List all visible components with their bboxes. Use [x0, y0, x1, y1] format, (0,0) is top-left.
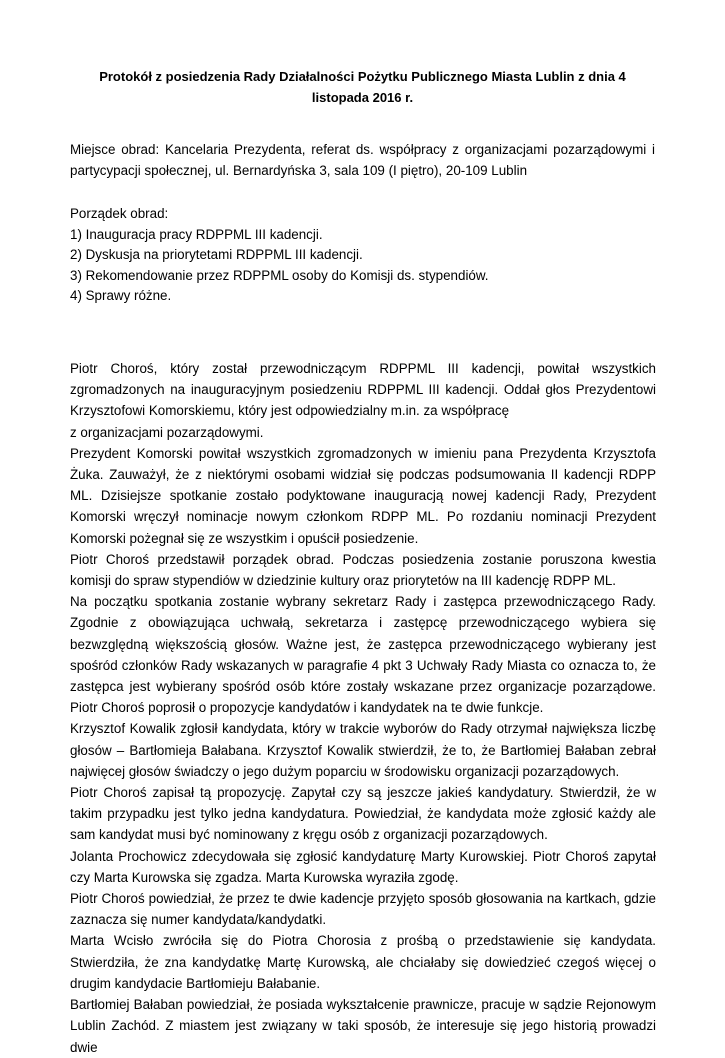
paragraph: z organizacjami pozarządowymi.	[70, 424, 264, 440]
paragraph: Prezydent Komorski powitał wszystkich zgromadzonych w imieniu pana Prezydenta Krzysztofa Żuka. Zauważył, że z niektórymi osobami widział się podczas podsumowania II kadencji RDPP ML. Dzisiejsze spotkanie zostało podyktowane inauguracją nowej kadencji Rady, Prezydent Komorski wręczył nominacje nowym członkom RDPP ML. Po rozdaniu nominacji Prezydent Komorski pożegnał się ze wszystkim i opuścił posiedzenie.	[70, 445, 656, 546]
agenda-heading: Porządek obrad:	[70, 206, 169, 221]
paragraph: Krzysztof Kowalik zgłosił kandydata, który w trakcie wyborów do Rady otrzymał największa liczbę głosów – Bartłomieja Bałabana. Krzysztof Kowalik stwierdził, że to, że Bartłomiej Bałaban zebrał najwięcej głosów świadczy o jego dużym poparciu w środowisku organizacji pozarządowych.	[70, 721, 656, 779]
paragraph: Marta Wcisło zwróciła się do Piotra Chorosia z prośbą o przedstawienie się kandydata. Stwierdziła, że zna kandydatkę Martę Kurowską, ale chciałaby się dowiedzieć czegoś więcej o drugim kandydacie Bartłomieju Bałabanie.	[70, 933, 656, 991]
paragraph: Piotr Choroś, który został przewodniczącym RDPPML III kadencji, powitał wszystkich zgromadzonych na inauguracyjnym posiedzeniu RDPPML III kadencji. Oddał głos Prezydentowi Krzysztofowi Komorskiemu, który jest odpowiedzialny m.in. za współpracę	[70, 361, 656, 419]
agenda-item: 1) Inauguracja pracy RDPPML III kadencji.	[70, 226, 323, 242]
paragraph: Jolanta Prochowicz zdecydowała się zgłosić kandydaturę Marty Kurowskiej. Piotr Choroś zapytał czy Marta Kurowska się zgadza. Marta Kurowska wyraziła zgodę.	[70, 848, 656, 885]
paragraph: Piotr Choroś przedstawił porządek obrad. Podczas posiedzenia zostanie poruszona kwestia komisji do spraw stypendiów w dziedzinie kultury oraz priorytetów na III kadencję RDPP ML.	[70, 551, 656, 589]
paragraph: Bartłomiej Bałaban powiedział, że posiada wykształcenie prawnicze, pracuje w sądzie Rejonowym Lublin Zachód. Z miastem jest związany w taki sposób, że interesuje się jego historią prowadzi dwie	[70, 997, 656, 1055]
minutes-body	[70, 358, 656, 1058]
document-title: Protokół z posiedzenia Rady Działalności Pożytku Publicznego Miasta Lublin z dnia 4 listopada 2016 r.	[99, 69, 626, 105]
meeting-place: Miejsce obrad: Kancelaria Prezydenta, referat ds. współpracy z organizacjami pozarządowymi i partycypacji społecznej, ul. Bernardyńska 3, sala 109 (I piętro), 20-109 Lublin	[70, 142, 655, 178]
agenda-item: 4) Sprawy różne.	[70, 288, 172, 304]
agenda	[70, 204, 655, 307]
paragraph: Piotr Choroś powiedział, że przez te dwie kadencje przyjęto sposób głosowania na kartkach, gdzie zaznacza się numer kandydata/kandydatki.	[70, 891, 656, 928]
paragraph: Na początku spotkania zostanie wybrany sekretarz Rady i zastępca przewodniczącego Rady. Zgodnie z obowiązująca uchwałą, sekretarza i zastępcę przewodniczącego wybiera się bezwzględną większością głosów. Ważne jest, że zastępca przewodniczącego wybierany jest spośród członków Rady wskazanych w paragrafie 4 pkt 3 Uchwały Rady Miasta co oznacza to, że zastępca jest wybierany spośród osób które zostały wskazane przez organizacje pozarządowe. Piotr Choroś poprosił o propozycje kandydatów i kandydatek na te dwie funkcje.	[70, 594, 656, 716]
agenda-item: 3) Rekomendowanie przez RDPPML osoby do Komisji ds. stypendiów.	[70, 267, 489, 283]
paragraph: Piotr Choroś zapisał tą propozycję. Zapytał czy są jeszcze jakieś kandydatury. Stwierdził, że w takim przypadku jest tylko jedna kandydatura. Powiedział, że kandydata może zgłosić każdy ale sam kandydat musi być nominowany z kręgu osób z organizacji pozarządowych.	[70, 785, 656, 843]
agenda-item: 2) Dyskusja na priorytetami RDPPML III kadencji.	[70, 247, 363, 263]
